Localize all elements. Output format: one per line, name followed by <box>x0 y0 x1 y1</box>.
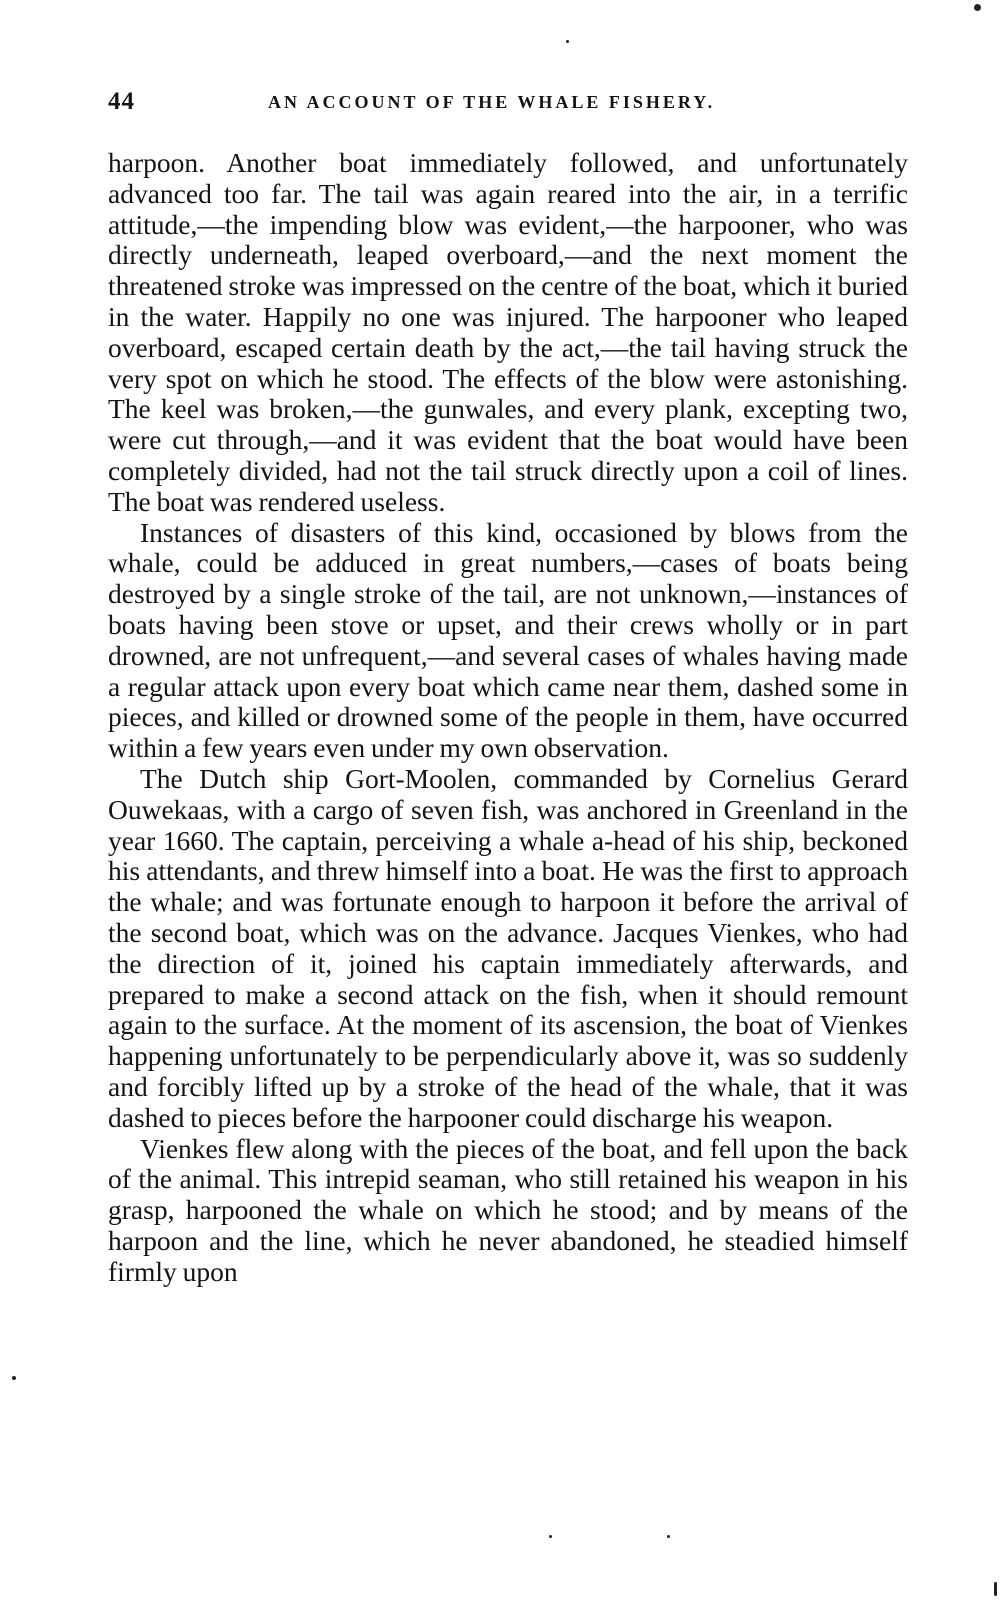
paragraph-dutch-ship: The Dutch ship Gort-Moolen, commanded by Cornelius Gerard Ouwekaas, with a cargo of seven fish, was anchored in Greenland in the year 1660. The captain, perceiving a whale a-head of his ship, beckoned his attendants, and threw himself into a boat. He was the first to approach the whale; and was fortunate enough to harpoon it before the arrival of the second boat, which was on the advance. Jacques Vienkes, who had the direction of it, joined his captain immediately afterwards, and prepared to make a second attack on the fish, when it should remount again to the surface. At the moment of its ascension, the boat of Vienkes happening unfortunately to be perpendicularly above it, was so suddenly and forcibly lifted up by a stroke of the head of the whale, that it was dashed to pieces before the harpooner could discharge his weapon. <box>108 762 908 1133</box>
body-text <box>108 148 908 1287</box>
print-speck <box>566 40 569 43</box>
paragraph-instances: Instances of disasters of this kind, occasioned by blows from the whale, could be adduced in great numbers,—cases of boats being destroyed by a single stroke of the tail, are not unknown,—instances of boats having been stove or upset, and their crews wholly or in part drowned, are not unfrequent,—and several cases of whales having made a regular attack upon every boat which came near them, dashed some in pieces, and killed or drowned some of the people in them, have occurred within a few years even under my own observation. <box>108 516 908 764</box>
page-number: 44 <box>108 88 135 115</box>
print-speck <box>12 1376 16 1380</box>
print-speck <box>974 4 981 11</box>
print-speck <box>667 1535 670 1538</box>
paragraph-vienkes: Vienkes flew along with the pieces of the boat, and fell upon the back of the animal. This intrepid seaman, who still retained his weapon in his grasp, harpooned the whale on which he stood; and by means of the harpoon and the line, which he never abandoned, he steadied himself firmly upon <box>108 1132 908 1287</box>
print-speck <box>549 1535 552 1538</box>
paragraph-continued: harpoon. Another boat immediately followed, and unfortunately advanced too far. The tail was again reared into the air, in a terrific attitude,—the impending blow was evident,—the harpooner, who was directly underneath, leaped overboard,—and the next moment the threatened stroke was impressed on the centre of the boat, which it buried in the water. Happily no one was injured. The harpooner who leaped overboard, escaped certain death by the act,—the tail having struck the very spot on which he stood. The effects of the blow were astonishing. The keel was broken,—the gunwales, and every plank, excepting two, were cut through,—and it was evident that the boat would have been completely divided, had not the tail struck directly upon a coil of lines. The boat was rendered useless. <box>108 147 908 517</box>
print-speck <box>994 1582 997 1596</box>
running-title: AN ACCOUNT OF THE WHALE FISHERY. <box>268 92 716 112</box>
page-header <box>108 88 908 124</box>
